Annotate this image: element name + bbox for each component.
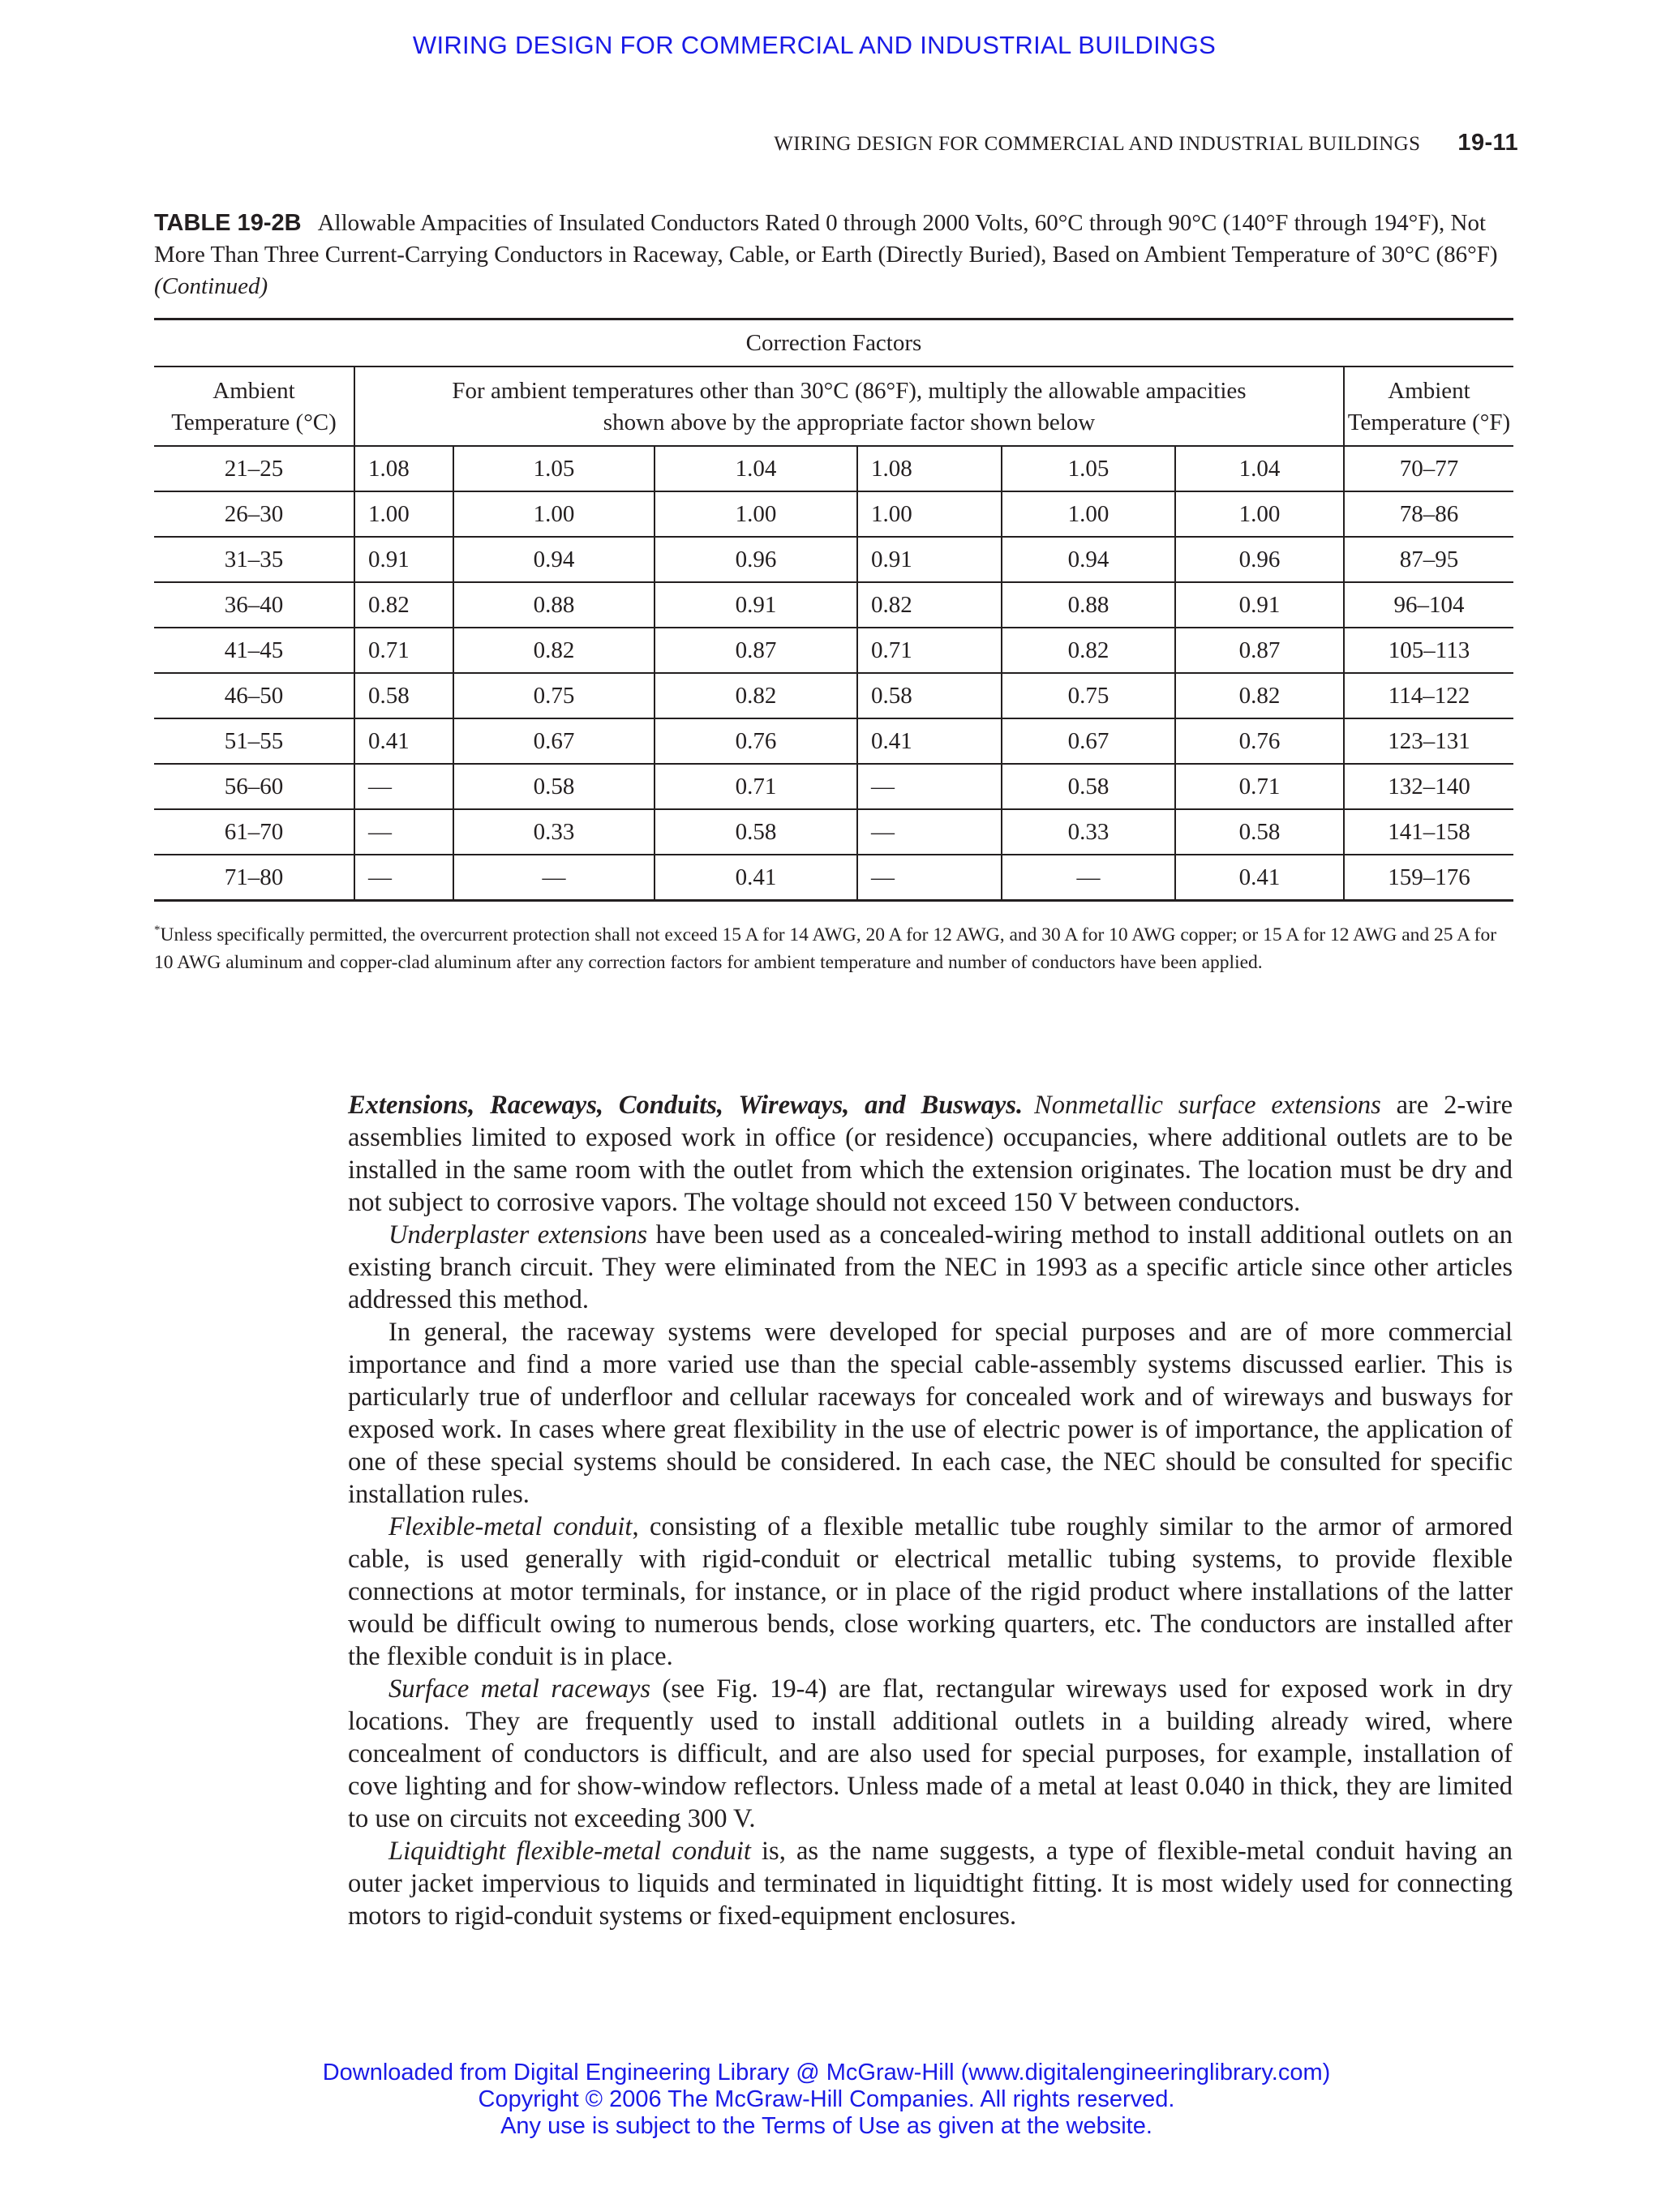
- cell-fahrenheit: 141–158: [1344, 809, 1513, 855]
- paragraph-4-text: , consisting of a flexible metallic tube roughly similar to the armor of armored cable, is used generally with rigid-conduit or electrical metallic tubing systems, to provide flexible connections at motor terminals, for instance, or in place of the rigid product where installations of the latter would be difficult owing to numerous bends, close working quarters, etc. The conductors are installed after the flexible conduit is in place.: [348, 1512, 1513, 1671]
- download-notice: [0, 2060, 1661, 2140]
- cell-factor-4: 0.41: [857, 718, 1002, 764]
- cell-factor-3: 0.76: [655, 718, 857, 764]
- cell-factor-6: 1.04: [1175, 446, 1344, 491]
- download-notice-line1[interactable]: Downloaded from Digital Engineering Library @ McGraw-Hill (www.digitalengineeringlibrary.com): [322, 2060, 1331, 2086]
- cell-factor-3: 0.87: [655, 628, 857, 673]
- cell-factor-1: —: [354, 809, 453, 855]
- cell-fahrenheit: 132–140: [1344, 764, 1513, 809]
- cell-factor-5: 0.33: [1002, 809, 1175, 855]
- paragraph-surface-metal-raceways: [348, 1673, 1513, 1835]
- cell-factor-1: 0.91: [354, 537, 453, 582]
- section-heading: Extensions, Raceways, Conduits, Wireways, and Busways.: [348, 1091, 1024, 1120]
- cell-factor-4: 0.91: [857, 537, 1002, 582]
- cell-fahrenheit: 78–86: [1344, 491, 1513, 537]
- cell-factor-5: 0.67: [1002, 718, 1175, 764]
- cell-factor-4: 0.71: [857, 628, 1002, 673]
- cell-factor-5: 0.82: [1002, 628, 1175, 673]
- cell-factor-6: 0.71: [1175, 764, 1344, 809]
- cell-factor-6: 0.87: [1175, 628, 1344, 673]
- cell-factor-1: —: [354, 764, 453, 809]
- col-header-fahrenheit-line1: Ambient: [1388, 378, 1470, 404]
- col-header-celsius: [154, 367, 354, 446]
- cell-factor-1: 0.71: [354, 628, 453, 673]
- col-header-factors-line1: For ambient temperatures other than 30°C (86°F), multiply the allowable ampacities: [452, 378, 1247, 404]
- cell-factor-1: —: [354, 855, 453, 901]
- table-section-header: Correction Factors: [154, 319, 1513, 367]
- cell-factor-4: —: [857, 855, 1002, 901]
- copyright-line: Copyright © 2006 The McGraw-Hill Companies. All rights reserved.: [478, 2086, 1175, 2112]
- cell-factor-2: 1.05: [453, 446, 655, 491]
- table-continued-label: (Continued): [154, 273, 268, 299]
- table-body: [154, 446, 1513, 901]
- cell-factor-2: —: [453, 855, 655, 901]
- cell-factor-4: —: [857, 764, 1002, 809]
- cell-factor-3: 0.96: [655, 537, 857, 582]
- table-caption: [154, 208, 1517, 302]
- table-row: [154, 446, 1513, 491]
- cell-factor-2: 0.75: [453, 673, 655, 718]
- cell-factor-4: 1.08: [857, 446, 1002, 491]
- running-head: [774, 130, 1518, 156]
- cell-factor-2: 0.94: [453, 537, 655, 582]
- cell-factor-2: 0.82: [453, 628, 655, 673]
- cell-celsius: 71–80: [154, 855, 354, 901]
- cell-factor-5: 0.58: [1002, 764, 1175, 809]
- cell-fahrenheit: 105–113: [1344, 628, 1513, 673]
- term-underplaster: Underplaster extensions: [388, 1220, 648, 1250]
- cell-factor-1: 0.41: [354, 718, 453, 764]
- cell-factor-6: 1.00: [1175, 491, 1344, 537]
- cell-factor-3: 0.91: [655, 582, 857, 628]
- table-row: [154, 491, 1513, 537]
- cell-factor-6: 0.91: [1175, 582, 1344, 628]
- term-liquidtight: Liquidtight flexible-metal conduit: [388, 1837, 751, 1866]
- table-row: [154, 809, 1513, 855]
- cell-factor-2: 0.58: [453, 764, 655, 809]
- cell-factor-3: 0.71: [655, 764, 857, 809]
- cell-factor-5: —: [1002, 855, 1175, 901]
- cell-fahrenheit: 96–104: [1344, 582, 1513, 628]
- cell-fahrenheit: 114–122: [1344, 673, 1513, 718]
- col-header-celsius-line1: Ambient: [212, 378, 295, 404]
- table-row: [154, 582, 1513, 628]
- paragraph-raceway-systems: In general, the raceway systems were developed for special purposes and are of more commercial importance and find a more varied use than the special cable-assembly systems discussed earlier. This is particularly true of underfloor and cellular raceways for concealed work and of wireways and busways for exposed work. In cases where great flexibility in the use of electric power is of importance, the application of one of these special systems should be considered. In each case, the NEC should be consulted for specific installation rules.: [348, 1318, 1513, 1509]
- cell-factor-1: 1.00: [354, 491, 453, 537]
- cell-fahrenheit: 123–131: [1344, 718, 1513, 764]
- cell-celsius: 56–60: [154, 764, 354, 809]
- table-row: [154, 537, 1513, 582]
- col-header-factors-line2: shown above by the appropriate factor shown below: [603, 409, 1096, 435]
- cell-fahrenheit: 159–176: [1344, 855, 1513, 901]
- cell-factor-6: 0.76: [1175, 718, 1344, 764]
- cell-factor-1: 0.58: [354, 673, 453, 718]
- cell-celsius: 21–25: [154, 446, 354, 491]
- cell-factor-5: 1.00: [1002, 491, 1175, 537]
- term-flexible-metal-conduit: Flexible-metal conduit: [388, 1512, 633, 1541]
- footnote-mark: *: [154, 924, 161, 937]
- cell-celsius: 61–70: [154, 809, 354, 855]
- cell-celsius: 26–30: [154, 491, 354, 537]
- table-row: [154, 673, 1513, 718]
- cell-factor-1: 1.08: [354, 446, 453, 491]
- continued-text: Continued: [161, 273, 260, 299]
- table-caption-text: Allowable Ampacities of Insulated Conductors Rated 0 through 2000 Volts, 60°C through 90°C (140°F through 194°F), Not More Than Three Current-Carrying Conductors in Raceway, Cable, or Earth (Directly Buried), Based on Ambient Temperature of 30°C (86°F): [154, 210, 1498, 268]
- cell-celsius: 51–55: [154, 718, 354, 764]
- cell-factor-5: 1.05: [1002, 446, 1175, 491]
- cell-factor-3: 1.04: [655, 446, 857, 491]
- footnote-text: Unless specifically permitted, the overcurrent protection shall not exceed 15 A for 14 AWG, 20 A for 12 AWG, and 30 A for 10 AWG copper; or 15 A for 12 AWG and 25 A for 10 AWG aluminum and copper-clad aluminum after any correction factors for ambient temperature and number of conductors have been applied.: [154, 924, 1497, 973]
- col-header-fahrenheit-line2: Temperature (°F): [1347, 409, 1511, 435]
- cell-factor-4: 1.00: [857, 491, 1002, 537]
- paragraph-underplaster: [348, 1219, 1513, 1316]
- cell-factor-6: 0.41: [1175, 855, 1344, 901]
- cell-factor-5: 0.75: [1002, 673, 1175, 718]
- cell-factor-4: 0.82: [857, 582, 1002, 628]
- paragraph-1-text: are 2-wire assemblies limited to exposed work in office (or residence) occupancies, where additional outlets are to be installed in the same room with the outlet from which the extension originates. The location must be dry and not subject to corrosive vapors. The voltage should not exceed 150 V between conductors.: [348, 1091, 1513, 1217]
- cell-factor-6: 0.58: [1175, 809, 1344, 855]
- cell-factor-1: 0.82: [354, 582, 453, 628]
- term-surface-metal-raceways: Surface metal raceways: [388, 1674, 651, 1704]
- table-row: [154, 855, 1513, 901]
- cell-factor-4: —: [857, 809, 1002, 855]
- cell-fahrenheit: 87–95: [1344, 537, 1513, 582]
- paragraph-5-text: (see Fig. 19-4) are flat, rectangular wireways used for exposed work in dry locations. They are frequently used to install additional outlets in a building already wired, where concealment of conductors is difficult, and are also used for special purposes, for example, installation of cove lighting and for show-window reflectors. Unless made of a metal at least 0.040 in thick, they are limited to use on circuits not exceeding 300 V.: [348, 1674, 1513, 1833]
- cell-factor-6: 0.82: [1175, 673, 1344, 718]
- table-row: [154, 764, 1513, 809]
- paragraph-liquidtight: [348, 1835, 1513, 1932]
- correction-factors-table: [154, 318, 1513, 902]
- table-number: TABLE 19-2B: [154, 210, 302, 236]
- body-text: [348, 1089, 1513, 1932]
- col-header-fahrenheit: [1344, 367, 1513, 446]
- page-number: 19-11: [1457, 130, 1518, 156]
- cell-factor-3: 1.00: [655, 491, 857, 537]
- cell-fahrenheit: 70–77: [1344, 446, 1513, 491]
- col-header-factors: [354, 367, 1344, 446]
- cell-factor-3: 0.58: [655, 809, 857, 855]
- table-row: [154, 628, 1513, 673]
- term-nonmetallic: Nonmetallic surface extensions: [1034, 1091, 1381, 1120]
- table-row: [154, 718, 1513, 764]
- paragraph-nonmetallic-extensions: [348, 1089, 1513, 1219]
- cell-celsius: 36–40: [154, 582, 354, 628]
- cell-factor-6: 0.96: [1175, 537, 1344, 582]
- cell-celsius: 31–35: [154, 537, 354, 582]
- col-header-celsius-line2: Temperature (°C): [171, 409, 337, 435]
- cell-factor-2: 0.33: [453, 809, 655, 855]
- cell-factor-5: 0.94: [1002, 537, 1175, 582]
- cell-celsius: 46–50: [154, 673, 354, 718]
- cell-factor-5: 0.88: [1002, 582, 1175, 628]
- cell-factor-4: 0.58: [857, 673, 1002, 718]
- cell-factor-2: 0.88: [453, 582, 655, 628]
- paragraph-flexible-metal-conduit: [348, 1511, 1513, 1673]
- cell-factor-3: 0.41: [655, 855, 857, 901]
- paragraph-6-text: is, as the name suggests, a type of flexible-metal conduit having an outer jacket impervious to liquids and terminated in liquidtight fitting. It is most widely used for connecting motors to rigid-conduit systems or fixed-equipment enclosures.: [348, 1837, 1513, 1931]
- cell-factor-2: 1.00: [453, 491, 655, 537]
- cell-factor-3: 0.82: [655, 673, 857, 718]
- terms-line: Any use is subject to the Terms of Use as given at the website.: [500, 2113, 1152, 2139]
- cell-factor-2: 0.67: [453, 718, 655, 764]
- running-head-title: WIRING DESIGN FOR COMMERCIAL AND INDUSTRIAL BUILDINGS: [774, 133, 1421, 155]
- cell-celsius: 41–45: [154, 628, 354, 673]
- table-footnote: [154, 916, 1513, 976]
- paragraph-2-text: have been used as a concealed-wiring method to install additional outlets on an existing branch circuit. They were eliminated from the NEC in 1993 as a specific article since other articles addressed this method.: [348, 1220, 1513, 1314]
- top-banner: WIRING DESIGN FOR COMMERCIAL AND INDUSTRIAL BUILDINGS: [412, 31, 1217, 59]
